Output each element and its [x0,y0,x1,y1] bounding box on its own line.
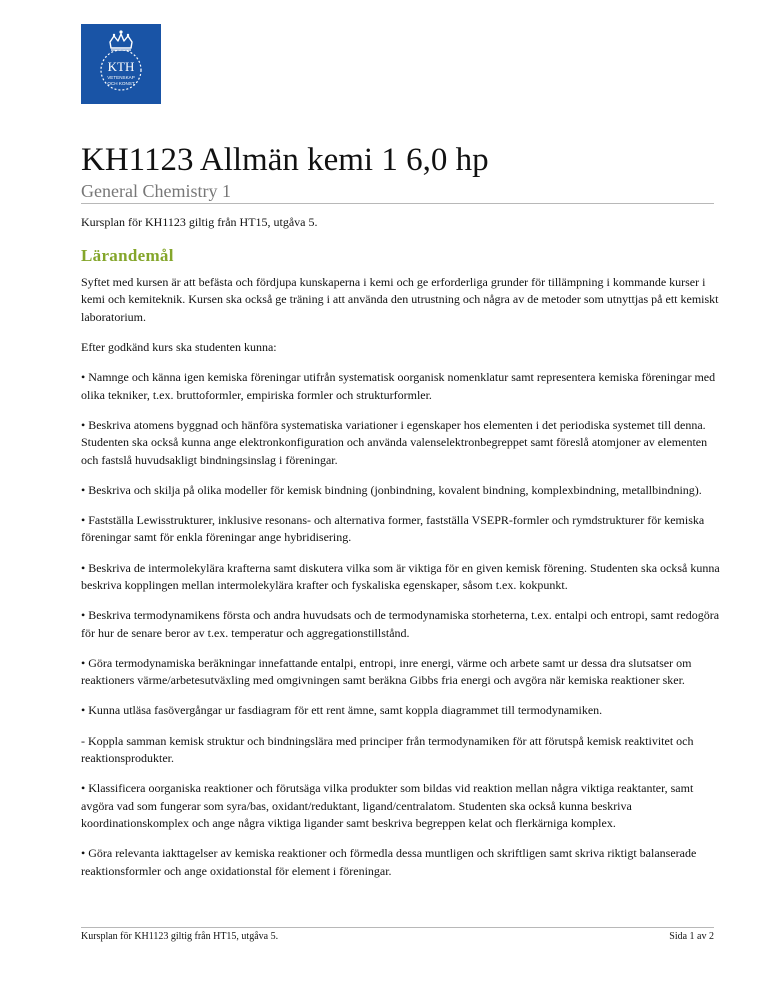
outcome-item: • Namnge och känna igen kemiska föreningar utifrån systematisk oorganisk nomenklatur samt representera kemiska föreningar med olika tekniker, t.ex. bruttoformler, empiriska formler och strukturformler. [81,370,716,402]
header-divider [81,203,714,204]
outcome-item: • Beskriva termodynamikens första och andra huvudsats och de termodynamiska storheterna, t.ex. entalpi och entropi, samt redogöra för hur de senare beror av t.ex. temperatur och aggregationstillstånd. [81,608,720,640]
outcome-item: - Koppla samman kemisk struktur och bindningslära med principer från termodynamiken för att förutspå kemisk reaktivitet och reaktionsprodukter. [81,733,694,766]
learning-outcomes-content [81,274,721,893]
kth-crest-icon [81,24,161,104]
kth-logo [81,24,161,104]
page-number: Sida 1 av 2 [669,931,714,942]
footer-divider [81,927,714,928]
page-title: KH1123 Allmän kemi 1 6,0 hp [81,142,489,178]
outcome-item: • Beskriva och skilja på olika modeller för kemisk bindning (jonbindning, kovalent bindning, komplexbindning, metallbindning). [81,482,702,497]
outcome-item: • Beskriva de intermolekylära krafterna samt diskutera vilka som är viktiga för en given kemisk förening. Studenten ska också kunna beskriva kopplingen mellan intermolekylära krafter och fyskaliska egenskaper, såsom t.ex. kokpunkt. [81,560,720,593]
outcome-item: • Klassificera oorganiska reaktioner och förutsäga vilka produkter som bildas vid reaktion mellan några viktiga reaktanter, samt avgöra vad som fungerar som syra/bas, oxidant/reduktant, ligand/centralatom. Studenten ska också kunna beskriva koordinationskomplex och ange några viktiga ligander samt beskriva begreppen kelat och flerkärniga komplex. [81,781,694,831]
footer-syllabus-text: Kursplan för KH1123 giltig från HT15, utgåva 5. [81,931,279,942]
logo-line3-text: OCH KONST [107,81,135,86]
outcome-item: • Göra termodynamiska beräkningar innefattande entalpi, entropi, inre energi, värme och arbete samt ur dessa dra slutsatser om reaktioners värme/arbetesutväxling med omgivningen samt beräkna Gibbs fria energi och avgöra när kemiska reaktioner sker. [81,655,692,688]
outcome-item: • Kunna utläsa fasövergångar ur fasdiagram för ett rent ämne, samt koppla diagrammet till termodynamiken. [81,703,603,718]
paragraph-purpose: Syftet med kursen är att befästa och fördjupa kunskaperna i kemi och ge erforderliga grunder för tillämpning i kommande kurser i kemi och kemiteknik. Kursen ska också ge träning i att använda den utrustning och några av de metoder som utnyttjas på ett kemiskt laboratorium. [81,275,719,324]
syllabus-validity: Kursplan för KH1123 giltig från HT15, utgåva 5. [81,215,318,229]
logo-line2-text: VETENSKAP [107,75,135,80]
paragraph-intro: Efter godkänd kurs ska studenten kunna: [81,340,277,355]
logo-main-text: KTH [107,59,135,74]
outcome-item: • Göra relevanta iakttagelser av kemiska reaktioner och förmedla dessa muntligen och skriftligen samt skriva riktigt balanserade reaktionsformler och ange oxidationstal för element i föreningar. [81,846,697,878]
page-subtitle: General Chemistry 1 [81,181,231,201]
section-heading-learning-outcomes: Lärandemål [81,246,174,265]
outcome-item: • Fastställa Lewisstrukturer, inklusive resonans- och alternativa former, fastställa VSEPR-formler och rymdstrukturer för kemiska föreningar samt för enkla föreningar ange hybridisering. [81,513,705,545]
outcome-item: • Beskriva atomens byggnad och hänföra systematiska variationer i egenskaper hos elementen i det periodiska systemet till denna. Studenten ska också kunna ange elektronkonfiguration och använda valenselektronbegreppet samt föreslå atomjoner av elementen och fastslå huvudsakligt bindningsinslag i föreningar. [81,417,708,467]
